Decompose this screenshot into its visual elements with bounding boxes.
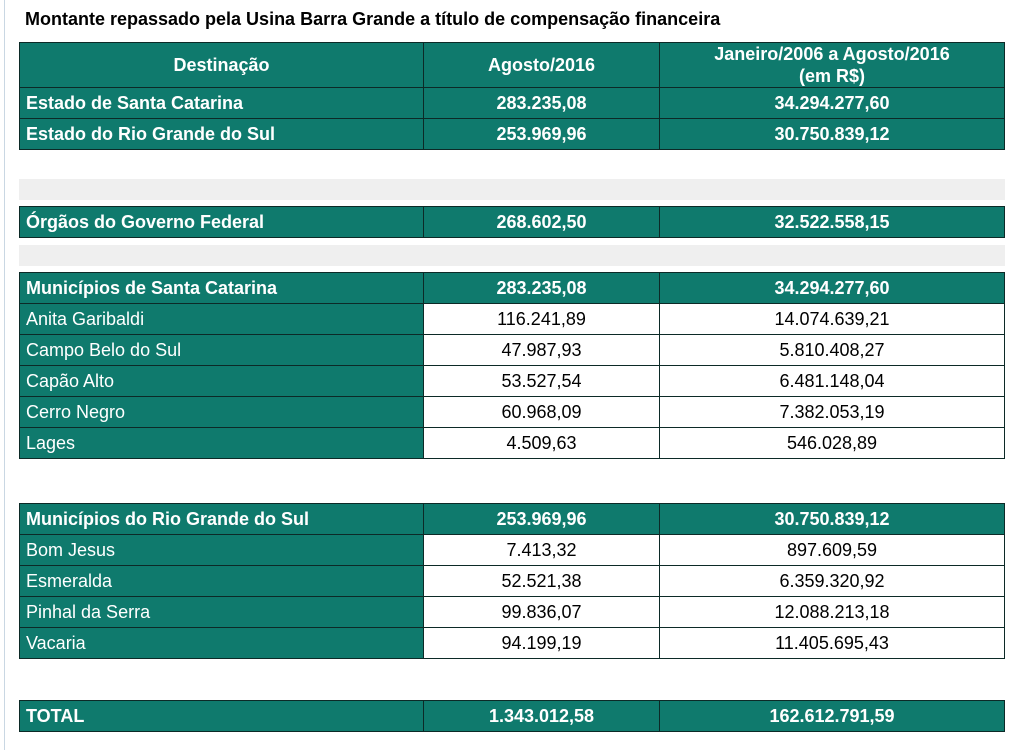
row-agosto: 253.969,96 <box>424 504 660 535</box>
row-name: Bom Jesus <box>20 535 424 566</box>
row-periodo: 162.612.791,59 <box>660 701 1005 732</box>
table-row <box>20 535 1005 566</box>
row-agosto: 99.836,07 <box>424 597 660 628</box>
row-name: Órgãos do Governo Federal <box>20 207 424 238</box>
row-periodo: 14.074.639,21 <box>660 304 1005 335</box>
row-name: Estado do Rio Grande do Sul <box>20 119 424 150</box>
row-periodo: 30.750.839,12 <box>660 119 1005 150</box>
row-name: Estado de Santa Catarina <box>20 88 424 119</box>
row-name: Campo Belo do Sul <box>20 335 424 366</box>
row-periodo: 7.382.053,19 <box>660 397 1005 428</box>
row-periodo: 32.522.558,15 <box>660 207 1005 238</box>
table-municipios-sc <box>19 272 1005 459</box>
row-periodo: 6.359.320,92 <box>660 566 1005 597</box>
row-name: TOTAL <box>20 701 424 732</box>
row-periodo: 34.294.277,60 <box>660 88 1005 119</box>
row-name: Lages <box>20 428 424 459</box>
table-row <box>20 335 1005 366</box>
table-row-estado-rs <box>20 119 1005 150</box>
table-municipios-rs <box>19 503 1005 659</box>
row-name: Vacaria <box>20 628 424 659</box>
row-agosto: 47.987,93 <box>424 335 660 366</box>
page-title: Montante repassado pela Usina Barra Grande a título de compensação financeira <box>25 9 721 29</box>
table-estados <box>19 42 1005 150</box>
table-row <box>20 366 1005 397</box>
row-agosto: 52.521,38 <box>424 566 660 597</box>
header-destinacao: Destinação <box>20 43 424 88</box>
row-periodo: 546.028,89 <box>660 428 1005 459</box>
row-agosto: 268.602,50 <box>424 207 660 238</box>
row-name: Capão Alto <box>20 366 424 397</box>
row-name: Esmeralda <box>20 566 424 597</box>
header-agosto: Agosto/2016 <box>424 43 660 88</box>
table-row-estado-sc <box>20 88 1005 119</box>
table-header-row <box>20 43 1005 88</box>
row-periodo: 5.810.408,27 <box>660 335 1005 366</box>
table-row <box>20 397 1005 428</box>
spacer-band <box>19 245 1005 266</box>
table-row <box>20 304 1005 335</box>
row-name: Anita Garibaldi <box>20 304 424 335</box>
table-row <box>20 628 1005 659</box>
table-row <box>20 566 1005 597</box>
left-border-line <box>4 0 5 750</box>
header-periodo-line1: Janeiro/2006 a Agosto/2016 <box>714 44 950 64</box>
row-name: Municípios de Santa Catarina <box>20 273 424 304</box>
row-periodo: 11.405.695,43 <box>660 628 1005 659</box>
row-periodo: 897.609,59 <box>660 535 1005 566</box>
table-row <box>20 428 1005 459</box>
row-periodo: 6.481.148,04 <box>660 366 1005 397</box>
table-row-rs-total <box>20 504 1005 535</box>
row-name: Pinhal da Serra <box>20 597 424 628</box>
row-periodo: 30.750.839,12 <box>660 504 1005 535</box>
table-federal <box>19 206 1005 238</box>
row-agosto: 53.527,54 <box>424 366 660 397</box>
table-row-sc-total <box>20 273 1005 304</box>
table-row-federal <box>20 207 1005 238</box>
row-name: Cerro Negro <box>20 397 424 428</box>
row-periodo: 34.294.277,60 <box>660 273 1005 304</box>
row-agosto: 116.241,89 <box>424 304 660 335</box>
table-row-total <box>20 701 1005 732</box>
header-periodo-line2: (em R$) <box>798 66 865 86</box>
row-periodo: 12.088.213,18 <box>660 597 1005 628</box>
row-agosto: 4.509,63 <box>424 428 660 459</box>
table-row <box>20 597 1005 628</box>
row-name: Municípios do Rio Grande do Sul <box>20 504 424 535</box>
header-periodo <box>660 43 1005 88</box>
row-agosto: 1.343.012,58 <box>424 701 660 732</box>
row-agosto: 94.199,19 <box>424 628 660 659</box>
row-agosto: 283.235,08 <box>424 273 660 304</box>
row-agosto: 60.968,09 <box>424 397 660 428</box>
row-agosto: 7.413,32 <box>424 535 660 566</box>
spacer-band <box>19 179 1005 200</box>
row-agosto: 283.235,08 <box>424 88 660 119</box>
table-total <box>19 700 1005 732</box>
row-agosto: 253.969,96 <box>424 119 660 150</box>
